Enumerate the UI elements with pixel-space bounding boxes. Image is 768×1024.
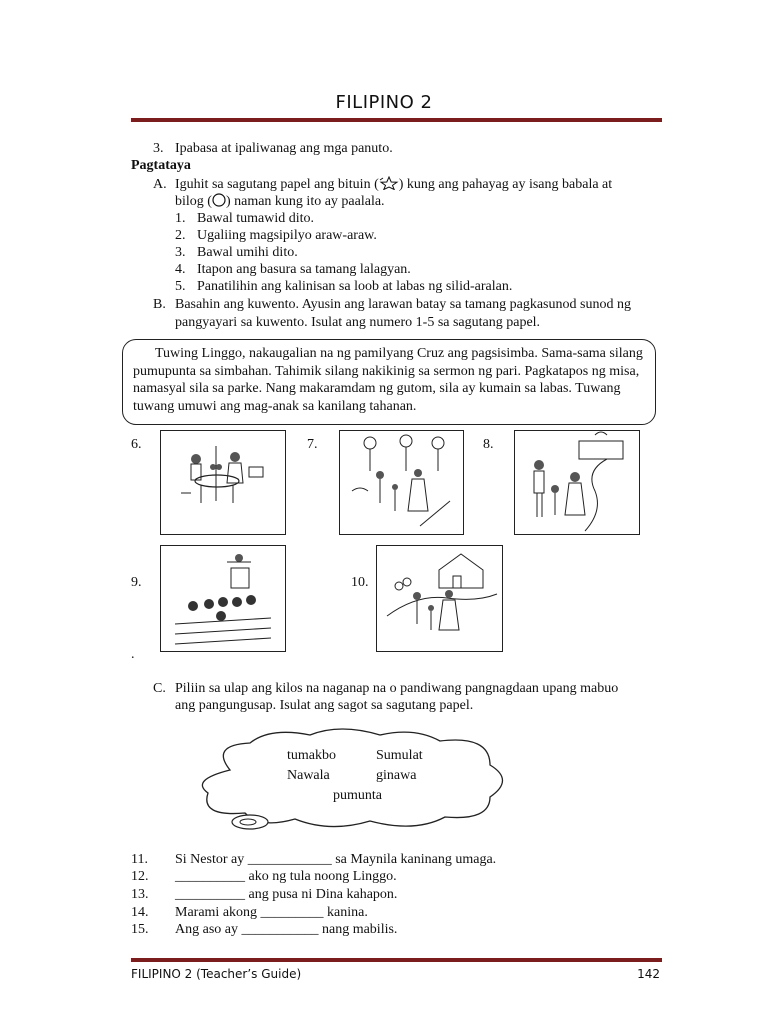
footer-title: FILIPINO 2 (Teacher’s Guide) — [131, 967, 302, 981]
part-b-line2: pangyayari sa kuwento. Isulat ang numero 1-5 sa sagutang papel. — [175, 315, 541, 330]
part-a-letter: A. — [153, 177, 167, 192]
story-box — [122, 339, 656, 425]
part-c-line2: ang pangungusap. Isulat ang sagot sa sagutang papel. — [175, 698, 474, 713]
part-a-item-3-text: Bawal umihi dito. — [197, 245, 298, 260]
part-c-line1: Piliin sa ulap ang kilos na naganap na o pandiwang pangnagdaan upang mabuo — [175, 681, 619, 696]
picture-8-family-church — [514, 430, 640, 535]
picture-10-label: 10. — [351, 575, 369, 590]
sentence-14-text: Marami akong _________ kanina. — [175, 905, 368, 920]
section-title: Pagtataya — [131, 158, 191, 173]
picture-9-church-mass — [160, 545, 286, 652]
part-a-line1-start: Iguhit sa sagutang papel ang bituin ( — [175, 177, 379, 192]
cloud-word-3: Nawala — [287, 768, 330, 783]
part-c-letter: C. — [153, 681, 166, 696]
sentence-13-number: 13. — [131, 887, 149, 902]
page-number: 142 — [637, 967, 660, 981]
part-a-item-3-number: 3. — [175, 245, 186, 260]
part-a-item-2-number: 2. — [175, 228, 186, 243]
circle-icon — [212, 193, 226, 207]
part-a-item-1-number: 1. — [175, 211, 186, 226]
part-a-item-4-number: 4. — [175, 262, 186, 277]
cloud-word-4: ginawa — [376, 768, 417, 783]
picture-8-label: 8. — [483, 437, 494, 452]
item-3-text: Ipabasa at ipaliwanag ang mga panuto. — [175, 141, 393, 156]
word-cloud — [190, 725, 520, 835]
part-a-line2-start: bilog ( — [175, 194, 212, 209]
part-a-item-4-text: Itapon ang basura sa tamang lalagyan. — [197, 262, 411, 277]
page-title: FILIPINO 2 — [335, 92, 433, 113]
picture-6-family-eating — [160, 430, 286, 535]
part-a-line1 — [175, 176, 612, 193]
picture-10-going-home — [376, 545, 503, 652]
story-text: Tuwing Linggo, nakaugalian na ng pamilyang Cruz ang pagsisimba. Sama-sama silang pumupunta sa simbahan. Tahimik silang nakikinig sa sermon ng pari. Pagkatapos ng misa, namasyal sila sa parke. Nang makaramdam ng gutom, sila ay kumain sa labas. Tuwang tuwang umuwi ang mag-anak sa kanilang tahanan. — [133, 346, 643, 414]
picture-7-label: 7. — [307, 437, 318, 452]
star-icon — [379, 176, 399, 190]
footer-rule — [131, 958, 662, 962]
item-3-number: 3. — [153, 141, 164, 156]
sentence-15-number: 15. — [131, 922, 149, 937]
part-a-item-1-text: Bawal tumawid dito. — [197, 211, 315, 226]
part-a-line1-end: ) kung ang pahayag ay isang babala at — [398, 177, 613, 192]
part-b-line1: Basahin ang kuwento. Ayusin ang larawan batay sa tamang pagkasunod sunod ng — [175, 297, 631, 312]
stray-dot: . — [131, 647, 135, 662]
sentence-11-text: Si Nestor ay ____________ sa Maynila kaninang umaga. — [175, 852, 497, 867]
sentence-12-text: __________ ako ng tula noong Linggo. — [175, 869, 397, 884]
part-a-item-5-number: 5. — [175, 279, 186, 294]
picture-9-label: 9. — [131, 575, 142, 590]
header-rule — [131, 118, 662, 122]
cloud-word-2: Sumulat — [376, 748, 423, 763]
part-a-line2-end: ) naman kung ito ay paalala. — [225, 194, 385, 209]
picture-7-family-park — [339, 430, 464, 535]
sentence-15-text: Ang aso ay ___________ nang mabilis. — [175, 922, 398, 937]
picture-6-label: 6. — [131, 437, 142, 452]
part-a-item-2-text: Ugaliing magsipilyo araw-araw. — [197, 228, 377, 243]
sentence-12-number: 12. — [131, 869, 149, 884]
part-a-line2 — [175, 193, 385, 210]
sentence-14-number: 14. — [131, 905, 149, 920]
cloud-word-1: tumakbo — [287, 748, 336, 763]
part-a-item-5-text: Panatilihin ang kalinisan sa loob at labas ng silid-aralan. — [197, 279, 513, 294]
part-b-letter: B. — [153, 297, 166, 312]
sentence-11-number: 11. — [131, 852, 148, 867]
sentence-13-text: __________ ang pusa ni Dina kahapon. — [175, 887, 398, 902]
cloud-word-5: pumunta — [333, 788, 382, 803]
cloud-shape — [190, 725, 520, 835]
